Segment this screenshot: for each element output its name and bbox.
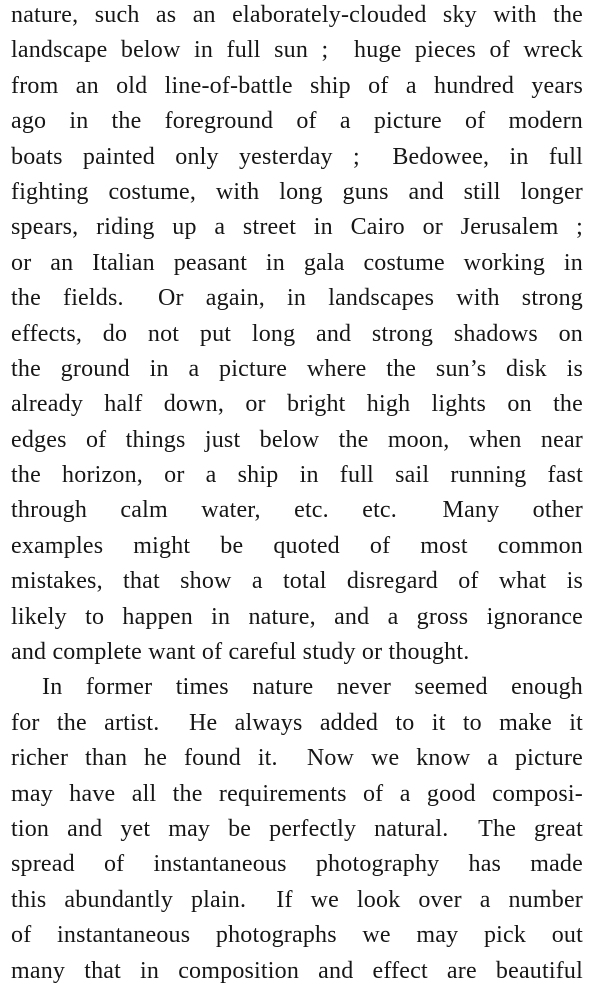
text-line: spread of instantaneous photography has made [11,851,583,878]
text-line: In former times nature never seemed enough [42,674,583,701]
text-line: nature, such as an elaborately-clouded sky with the [11,2,583,28]
paragraph-1 [11,0,583,670]
text-line: likely to happen in nature, and a gross ignorance [11,603,583,630]
text-line: ago in the foreground of a picture of modern [11,108,583,135]
text-line: mistakes, that show a total disregard of what is [11,568,583,595]
text-line: landscape below in full sun ; huge pieces of wreck [11,37,583,64]
paragraph-2 [11,670,583,989]
text-line: many that in composition and effect are beautiful [11,957,583,984]
text-line: edges of things just below the moon, when near [11,426,583,453]
text-line: or an Italian peasant in gala costume working in [11,249,583,276]
text-line: the ground in a picture where the sun’s disk is [11,355,583,382]
text-line: tion and yet may be perfectly natural. The great [11,815,583,842]
text-line: for the artist. He always added to it to make it [11,709,583,736]
text-line: boats painted only yesterday ; Bedowee, in full [11,143,583,170]
text-line: and complete want of careful study or thought. [11,639,470,666]
text-line: fighting costume, with long guns and still longer [11,178,583,205]
text-line: may have all the requirements of a good composi- [11,780,583,807]
text-line: richer than he found it. Now we know a picture [11,745,583,772]
text-line: spears, riding up a street in Cairo or Jerusalem ; [11,214,583,241]
text-line: examples might be quoted of most common [11,532,583,559]
text-line: of instantaneous photographs we may pick out [11,922,583,949]
text-line: the horizon, or a ship in full sail running fast [11,462,583,489]
text-line: from an old line-of-battle ship of a hundred years [11,72,583,99]
text-line: the fields. Or again, in landscapes with strong [11,285,583,312]
text-line: already half down, or bright high lights on the [11,391,583,418]
text-line: through calm water, etc. etc. Many other [11,497,583,524]
text-line: effects, do not put long and strong shadows on [11,320,583,347]
text-line: this abundantly plain. If we look over a number [11,886,583,913]
